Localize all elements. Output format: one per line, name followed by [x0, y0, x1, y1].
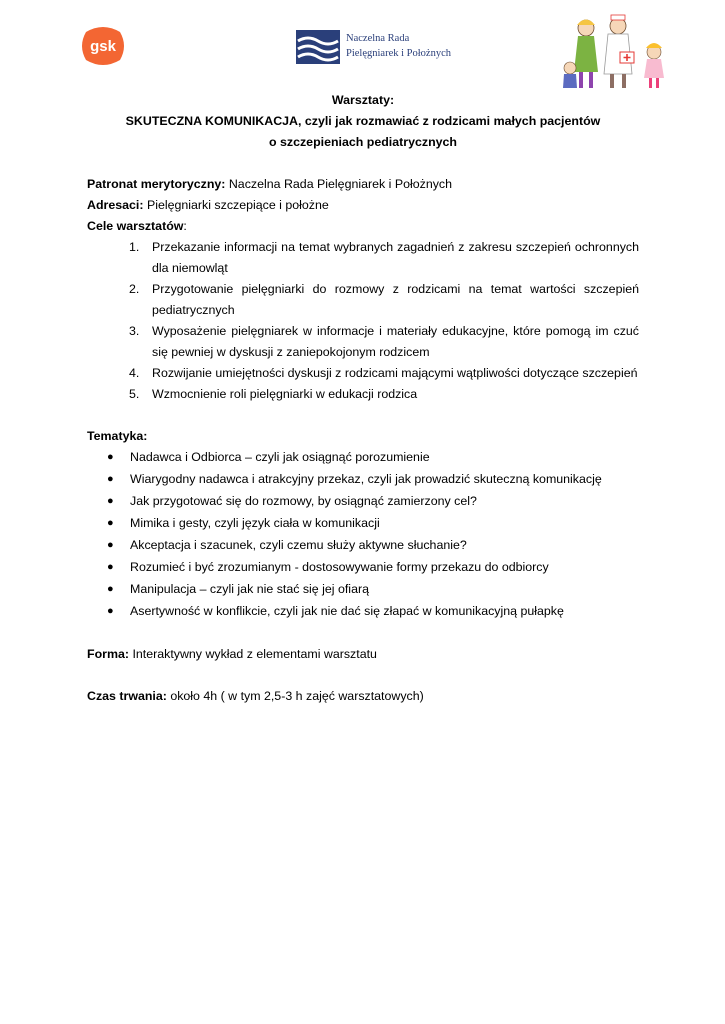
- goal-number: 5.: [129, 387, 140, 401]
- gsk-logo: [80, 26, 126, 66]
- topic-text: Mimika i gesty, czyli język ciała w komunikacji: [130, 516, 380, 530]
- topic-item: [87, 601, 639, 623]
- goal-text: Wyposażenie pielęgniarek w informacje i materiały edukacyjne, które pomogą im czuć się pewniej w dyskusji z zaniepokojonym rodzicem: [152, 324, 639, 359]
- topic-text: Wiarygodny nadawca i atrakcyjny przekaz, czyli jak prowadzić skuteczną komunikację: [130, 472, 602, 486]
- adresaci-label: Adresaci:: [87, 198, 144, 212]
- page-header: [0, 0, 725, 100]
- forma-value: Interaktywny wykład z elementami warsztatu: [132, 647, 377, 661]
- goal-text: Rozwijanie umiejętności dyskusji z rodzicami mającymi wątpliwości dotyczące szczepień: [152, 366, 638, 380]
- patronat-label: Patronat merytoryczny:: [87, 177, 226, 191]
- topic-text: Manipulacja – czyli jak nie stać się jej ofiarą: [130, 582, 369, 596]
- nrpip-wave-icon: [296, 30, 340, 64]
- page-title: [87, 90, 639, 153]
- topic-text: Asertywność w konflikcie, czyli jak nie dać się złapać w komunikacyjną pułapkę: [130, 604, 564, 618]
- tematyka-heading: [87, 426, 639, 447]
- patronat-value: Naczelna Rada Pielęgniarek i Położnych: [228, 177, 453, 191]
- czas-value: około 4h ( w tym 2,5-3 h zajęć warsztatowych): [170, 689, 424, 703]
- document-body: [87, 90, 639, 707]
- spacer: [87, 623, 639, 644]
- goal-number: 3.: [129, 324, 140, 338]
- goal-item: [87, 384, 639, 405]
- topic-item: [87, 513, 639, 535]
- goal-text: Przygotowanie pielęgniarki do rozmowy z rodzicami na temat wartości szczepień pediatrycznych: [152, 282, 639, 317]
- bullet-icon: ●: [107, 451, 114, 463]
- cele-label: Cele warsztatów: [87, 219, 184, 233]
- bullet-icon: ●: [107, 517, 114, 529]
- topic-text: Nadawca i Odbiorca – czyli jak osiągnąć porozumienie: [130, 450, 430, 464]
- adresaci-value: Pielęgniarki szczepiące i położne: [146, 198, 329, 212]
- goal-item: [87, 363, 639, 384]
- topic-text: Rozumieć i być zrozumianym - dostosowywanie formy przekazu do odbiorcy: [130, 560, 549, 574]
- goal-number: 4.: [129, 366, 140, 380]
- topic-item: [87, 469, 639, 491]
- spacer: [87, 405, 639, 426]
- goal-text: Wzmocnienie roli pielęgniarki w edukacji rodzica: [152, 387, 418, 401]
- bullet-icon: ●: [107, 495, 114, 507]
- bullet-icon: ●: [107, 583, 114, 595]
- spacer: [87, 665, 639, 686]
- bullet-icon: ●: [107, 561, 114, 573]
- kids-nurse-illustration: [556, 12, 674, 94]
- tematyka-label: Tematyka:: [87, 429, 148, 443]
- goal-item: [87, 279, 639, 321]
- goals-list: [87, 237, 639, 405]
- gsk-logo-text: gsk: [90, 38, 116, 55]
- forma-field: [87, 644, 639, 665]
- nrpip-logo: [296, 30, 456, 66]
- goal-item: [87, 237, 639, 279]
- nrpip-logo-text: [346, 31, 451, 61]
- goal-text: Przekazanie informacji na temat wybranych zagadnień z zakresu szczepień ochronnych dla niemowląt: [152, 240, 639, 275]
- topic-item: [87, 535, 639, 557]
- title-line-1: Warsztaty:: [331, 93, 395, 107]
- nrpip-logo-line1: Naczelna Rada: [346, 33, 410, 44]
- patronat-field: [87, 174, 639, 195]
- title-line-3: o szczepieniach pediatrycznych: [269, 135, 457, 149]
- topic-item: [87, 491, 639, 513]
- cele-heading: [87, 216, 639, 237]
- topic-item: [87, 447, 639, 469]
- title-line-2: SKUTECZNA KOMUNIKACJA, czyli jak rozmawiać z rodzicami małych pacjentów: [125, 114, 601, 128]
- bullet-icon: ●: [107, 605, 114, 617]
- goal-item: [87, 321, 639, 363]
- topic-item: [87, 557, 639, 579]
- goal-number: 2.: [129, 282, 140, 296]
- topics-list: [87, 447, 639, 623]
- czas-field: [87, 686, 639, 707]
- nrpip-logo-line2: Pielęgniarek i Położnych: [346, 48, 451, 59]
- bullet-icon: ●: [107, 473, 114, 485]
- adresaci-field: [87, 195, 639, 216]
- czas-label: Czas trwania:: [87, 689, 167, 703]
- goal-number: 1.: [129, 240, 140, 254]
- topic-text: Akceptacja i szacunek, czyli czemu służy aktywne słuchanie?: [130, 538, 467, 552]
- forma-label: Forma:: [87, 647, 129, 661]
- topic-text: Jak przygotować się do rozmowy, by osiągnąć zamierzony cel?: [130, 494, 477, 508]
- topic-item: [87, 579, 639, 601]
- bullet-icon: ●: [107, 539, 114, 551]
- cele-label-suffix: :: [183, 219, 187, 233]
